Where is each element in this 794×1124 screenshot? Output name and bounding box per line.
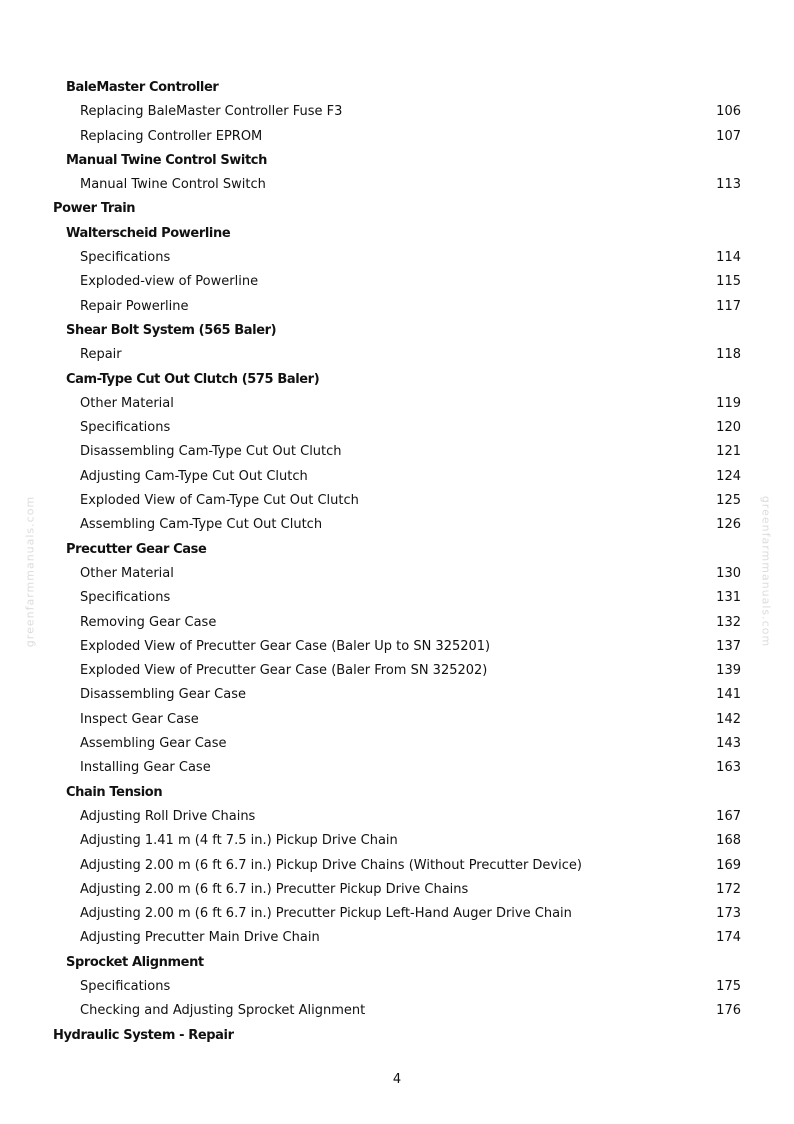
toc-entry-page: 167 [716,808,741,824]
toc-entry[interactable] [0,683,794,707]
toc-entry-page: 120 [716,420,741,436]
toc-entry[interactable] [0,465,794,489]
toc-entry[interactable] [0,902,794,926]
toc-entry-page: 130 [716,565,741,581]
toc-entry[interactable] [0,513,794,537]
toc-entry-page: 119 [716,395,741,411]
toc-entry-page: 107 [716,128,741,144]
toc-entry[interactable] [0,635,794,659]
toc-entry-title: Assembling Gear Case [80,736,227,752]
toc-entry-title: Sprocket Alignment [66,954,204,970]
toc-entry-page: 114 [716,250,741,266]
toc-entry-title: Specifications [80,250,171,266]
toc-entry-page: 172 [716,881,741,897]
toc-entry-title: Precutter Gear Case [66,541,207,557]
toc-entry-page: 113 [716,177,741,193]
toc-entry-title: Inspect Gear Case [80,711,199,727]
toc-entry[interactable] [0,295,794,319]
toc-entry-page: 175 [716,978,741,994]
toc-section [0,538,794,562]
toc-entry[interactable] [0,878,794,902]
toc-entry-page: 137 [716,638,741,654]
toc-entry-title: Exploded View of Precutter Gear Case (Baler Up to SN 325201) [80,638,491,654]
toc-entry-title: BaleMaster Controller [66,80,219,95]
toc-entry-title: Adjusting Roll Drive Chains [80,808,256,824]
toc-entry-title: Adjusting Precutter Main Drive Chain [80,930,320,946]
toc-section [0,149,794,173]
toc-entry-title: Assembling Cam-Type Cut Out Clutch [80,517,323,533]
toc-entry-title: Checking and Adjusting Sprocket Alignment [80,1003,366,1019]
watermark-left: greenfarmmanuals.com [23,495,37,648]
toc-entry-title: Replacing Controller EPROM [80,128,263,144]
toc-entry-page: 121 [716,444,741,460]
page-number: 4 [392,1072,402,1087]
toc-entry-title: Specifications [80,420,171,436]
toc-entry-page: 142 [716,711,741,727]
toc-entry-page: 118 [716,347,741,363]
toc-entry[interactable] [0,854,794,878]
toc-entry[interactable] [0,708,794,732]
toc-entry-title: Disassembling Cam-Type Cut Out Clutch [80,444,342,460]
toc-entry-page: 174 [716,930,741,946]
toc-entry-page: 163 [716,760,741,776]
toc-entry-title: Installing Gear Case [80,760,211,776]
toc-entry-title: Replacing BaleMaster Controller Fuse F3 [80,104,343,120]
toc-entry[interactable] [0,659,794,683]
toc-entry[interactable] [0,489,794,513]
watermark-right: greenfarmmanuals.com [759,495,773,648]
toc-entry-page: 141 [716,687,741,703]
toc-entry-page: 117 [716,298,741,314]
toc-entry-title: Other Material [80,565,174,581]
toc-entry[interactable] [0,440,794,464]
toc-chapter [0,197,794,221]
toc-entry-title: Manual Twine Control Switch [80,177,266,193]
toc-entry-page: 126 [716,517,741,533]
toc-entry-title: Specifications [80,978,171,994]
toc-entry-title: Manual Twine Control Switch [66,152,267,168]
toc-entry-title: Cam-Type Cut Out Clutch (575 Baler) [66,371,320,387]
toc-entry[interactable] [0,246,794,270]
toc-entry[interactable] [0,173,794,197]
toc-entry-title: Power Train [53,201,136,217]
toc-entry-title: Repair Powerline [80,298,189,314]
toc-entry[interactable] [0,805,794,829]
toc-entry-page: 176 [716,1003,741,1019]
toc-entry-title: Adjusting 2.00 m (6 ft 6.7 in.) Precutter Pickup Drive Chains [80,881,469,897]
toc-entry-title: Exploded View of Precutter Gear Case (Baler From SN 325202) [80,663,488,679]
toc-entry-page: 139 [716,663,741,679]
toc-entry-page: 115 [716,274,741,290]
toc-entry[interactable] [0,270,794,294]
toc-entry-page: 124 [716,468,741,484]
toc-entry-title: Other Material [80,395,174,411]
toc-entry-title: Adjusting Cam-Type Cut Out Clutch [80,468,308,484]
toc-section [0,368,794,392]
toc-entry[interactable] [0,392,794,416]
toc-entry-title: Disassembling Gear Case [80,687,246,703]
toc-entry[interactable] [0,586,794,610]
toc-entry-title: Specifications [80,590,171,606]
toc-entry[interactable] [0,343,794,367]
toc-entry-title: Walterscheid Powerline [66,225,231,241]
toc-entry-page: 168 [716,833,741,849]
toc-entry-page: 173 [716,906,741,922]
toc-entry-title: Exploded View of Cam-Type Cut Out Clutch [80,493,359,509]
toc-entry-page: 169 [716,857,741,873]
toc-entry-page: 106 [716,104,741,120]
toc-entry[interactable] [0,611,794,635]
toc-entry-title: Repair [80,347,122,363]
toc-entry[interactable] [0,975,794,999]
toc-entry-title: Adjusting 2.00 m (6 ft 6.7 in.) Precutter Pickup Left-Hand Auger Drive Chain [80,906,572,922]
toc-entry-title: Removing Gear Case [80,614,217,630]
toc-entry-title: Shear Bolt System (565 Baler) [66,322,277,338]
toc-entry[interactable] [0,732,794,756]
toc-entry-title: Chain Tension [66,784,163,800]
toc-entry-title: Hydraulic System - Repair [53,1027,234,1043]
toc-entry-title: Adjusting 1.41 m (4 ft 7.5 in.) Pickup Drive Chain [80,833,398,849]
toc-entry[interactable] [0,756,794,780]
table-of-contents [0,76,794,1048]
toc-entry-page: 125 [716,493,741,509]
toc-entry[interactable] [0,926,794,950]
toc-section [0,781,794,805]
toc-entry-title: Adjusting 2.00 m (6 ft 6.7 in.) Pickup Drive Chains (Without Precutter Device) [80,857,582,873]
toc-entry[interactable] [0,562,794,586]
toc-entry[interactable] [0,416,794,440]
toc-entry[interactable] [0,829,794,853]
toc-entry-title: Exploded-view of Powerline [80,274,259,290]
toc-entry[interactable] [0,100,794,124]
toc-entry[interactable] [0,125,794,149]
toc-entry-page: 143 [716,736,741,752]
toc-entry-page: 132 [716,614,741,630]
toc-entry-page: 131 [716,590,741,606]
toc-entry[interactable] [0,999,794,1023]
toc-section [0,319,794,343]
toc-chapter [0,1024,794,1048]
toc-section [0,76,794,100]
toc-section [0,222,794,246]
toc-section [0,951,794,975]
